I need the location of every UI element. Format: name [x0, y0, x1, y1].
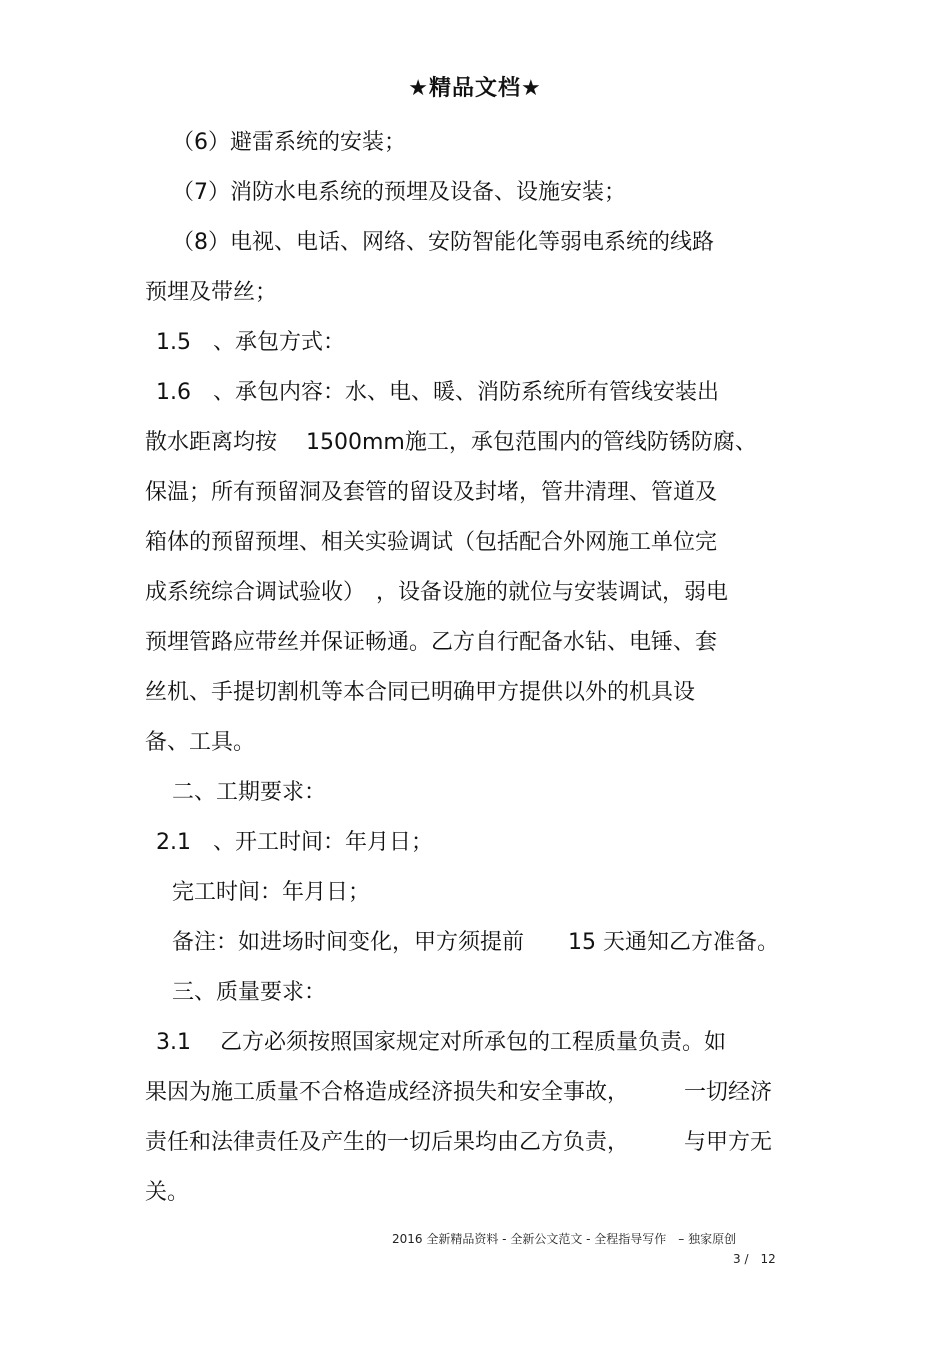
body-line-item-8: （8）电视、电话、网络、安防智能化等弱电系统的线路	[172, 230, 714, 255]
body-line-item-8-cont: 预埋及带丝；	[145, 280, 278, 305]
body-line-section-1-6-cont-4: 成系统综合调试验收） ，设备设施的就位与安装调试，弱电	[145, 580, 729, 605]
section-heading-quality: 三、质量要求：	[172, 980, 327, 1005]
page-footer-text: 2016 全新精品资料 - 全新公文范文 - 全程指导写作 – 独家原创	[392, 1232, 737, 1246]
body-line-section-1-6-cont-1: 散水距离均按 1500mm施工，承包范围内的管线防锈防腐、	[145, 430, 757, 455]
body-line-section-1-6-cont-6: 丝机、手提切割机等本合同已明确甲方提供以外的机具设	[145, 680, 696, 705]
body-line-completion-time: 完工时间：年月日；	[172, 880, 371, 905]
body-line-section-1-6-cont-7: 备、工具。	[145, 730, 256, 755]
body-line-section-3-1-cont-2: 责任和法律责任及产生的一切后果均由乙方负责， 与甲方无	[145, 1130, 773, 1155]
body-line-item-6: （6）避雷系统的安装；	[172, 130, 406, 155]
body-line-remark: 备注：如进场时间变化，甲方须提前 15 天通知乙方准备。	[172, 930, 779, 955]
body-line-section-1-5: 1.5 、承包方式：	[156, 330, 345, 355]
page-header-title: ★精品文档★	[408, 76, 542, 101]
body-line-section-3-1-cont-1: 果因为施工质量不合格造成经济损失和安全事故， 一切经济	[145, 1080, 773, 1105]
body-line-section-1-6: 1.6 、承包内容：水、电、暖、消防系统所有管线安装出	[156, 380, 719, 405]
body-line-section-1-6-cont-3: 箱体的预留预埋、相关实验调试（包括配合外网施工单位完	[145, 530, 718, 555]
section-heading-schedule: 二、工期要求：	[172, 780, 327, 805]
page-number: 3 / 12	[733, 1252, 776, 1266]
body-line-section-2-1: 2.1 、开工时间：年月日；	[156, 830, 433, 855]
body-line-item-7: （7）消防水电系统的预埋及设备、设施安装；	[172, 180, 626, 205]
body-line-section-1-6-cont-5: 预埋管路应带丝并保证畅通。乙方自行配备水钻、电锤、套	[145, 630, 718, 655]
body-line-section-3-1-cont-3: 关。	[145, 1180, 190, 1205]
body-line-section-1-6-cont-2: 保温；所有预留洞及套管的留设及封堵，管井清理、管道及	[145, 480, 718, 505]
body-line-section-3-1: 3.1 乙方必须按照国家规定对所承包的工程质量负责。如	[156, 1030, 726, 1055]
